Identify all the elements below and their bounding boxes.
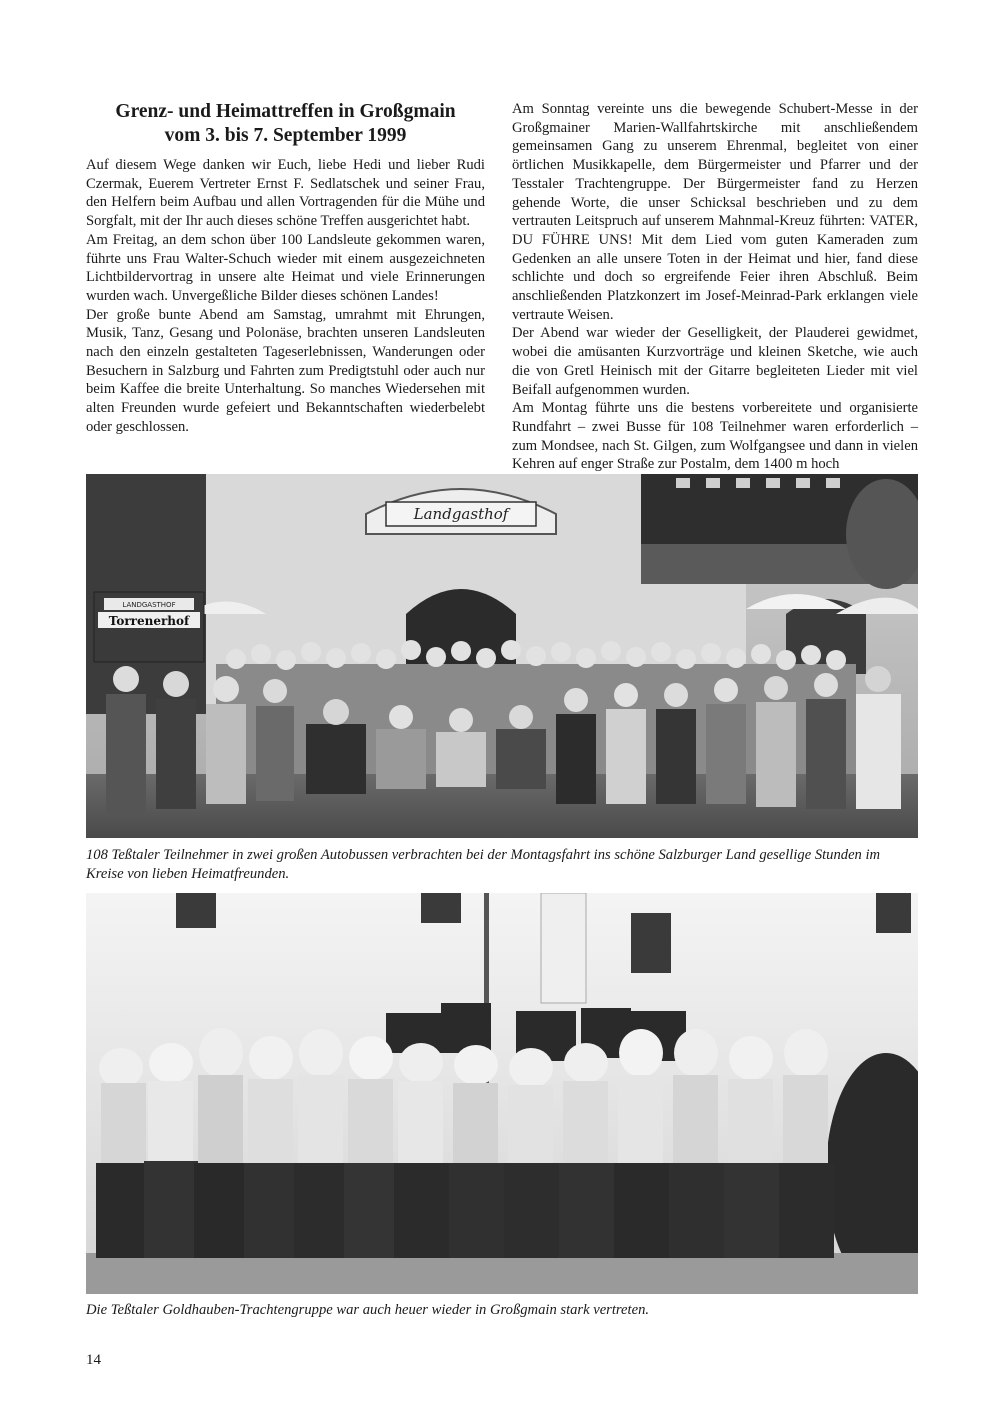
left-column [86, 100, 485, 437]
page-number: 14 [86, 1352, 101, 1368]
paragraph: Am Sonntag vereinte uns die bewegende Schubert-Messe in der Großgmainer Marien-Wallfahrtskirche mit anschließendem gemeinsamen Gang zu unserem Ehrenmal, begleitet von einer örtlichen Musikkapelle, dem Bürgermeister und Pfarrer und der Tesstaler Trachtengruppe. Der Bürgermeister fand zu Herzen gehende Worte, die unser Schicksal beschrieben und zu dem vertrauten Leitspruch auf unserem Mahnmal-Kreuz führten: VATER, DU FÜHRE UNS! Mit dem Lied vom guten Kameraden zum Gedenken an alle unsere Toten in der Heimat und hier, fand diese schlichte und doch so ergreifende Feier ihren Abschluß. Beim anschließenden Platzkonzert im Josef-Meinrad-Park erklangen viele vertraute Weisen. [512, 101, 918, 323]
group-photo-landgasthof [86, 474, 918, 838]
trachtengruppe-illustration [86, 893, 918, 1294]
photo-caption-2: Die Teßtaler Goldhauben-Trachtengruppe war auch heuer wieder in Großgmain stark vertreten. [86, 1302, 650, 1318]
photo-caption-1: 108 Teßtaler Teilnehmer in zwei großen Autobussen verbrachten bei der Montagsfahrt ins schöne Salzburger Land gesellige Stunden im Kreise von lieben Heimatfreunden. [86, 847, 881, 882]
paragraph: Auf diesem Wege danken wir Euch, liebe Hedi und lieber Rudi Czermak, Euerem Vertreter Ernst F. Sedlatschek und seiner Frau, den Helfern beim Aufbau und allen Vortragenden für die Mühe und Sorgfalt, mit der Ihr auch dieses schöne Treffen ausgerichtet habt. [86, 157, 485, 230]
paragraph: Am Freitag, an dem schon über 100 Landsleute gekommen waren, führte uns Frau Walter-Schuch wieder mit einem ausgezeichneten Lichtbildervortrag in unsere alte Heimat und viele Erinnerungen wurden wach. Unvergeßliche Bilder dieses schönen Landes! [86, 231, 485, 304]
paragraph: Der große bunte Abend am Samstag, umrahmt mit Ehrungen, Musik, Tanz, Gesang und Polonäse, brachten unseren Landsleuten nach den einzeln gestalteten Tageserlebnissen, Wanderungen oder Besuchern in Salzburg und Fahrten zum Predigtstuhl oder auch nur beim Kaffee die breite Unterhaltung. So manches Wiedersehen mit alten Freunden wurde gefeiert und Bekanntschaften wiederbelebt oder geschlossen. [86, 306, 485, 435]
trachtengruppe-photo [86, 893, 918, 1294]
title-line-1: Grenz- und Heimattreffen in Großgmain [115, 101, 456, 122]
inn-sign-text: Landgasthof [413, 505, 509, 523]
board-top-text: LANDGASTHOF [122, 601, 176, 609]
right-column [512, 100, 918, 474]
title-line-2: vom 3. bis 7. September 1999 [164, 125, 407, 146]
article-title [86, 100, 485, 148]
paragraph: Am Montag führte uns die bestens vorbereitete und organisierte Rundfahrt – zwei Busse für 108 Teilnehmer waren erforderlich – zum Mondsee, nach St. Gilgen, zum Wolfgangsee und dann in vielen Kehren auf enger Straße zur Postalm, dem 1400 m hoch [512, 400, 918, 473]
paragraph: Der Abend war wieder der Geselligkeit, der Plauderei gewidmet, wobei die amüsanten Kurzvorträge und kleinen Sketche, wie auch die von Gretl Heinisch mit der Gitarre begleiteten Lieder mit viel Beifall aufgenommen wurden. [512, 325, 918, 398]
board-name-text: Torrenerhof [108, 614, 190, 628]
group-photo-illustration [86, 474, 918, 838]
